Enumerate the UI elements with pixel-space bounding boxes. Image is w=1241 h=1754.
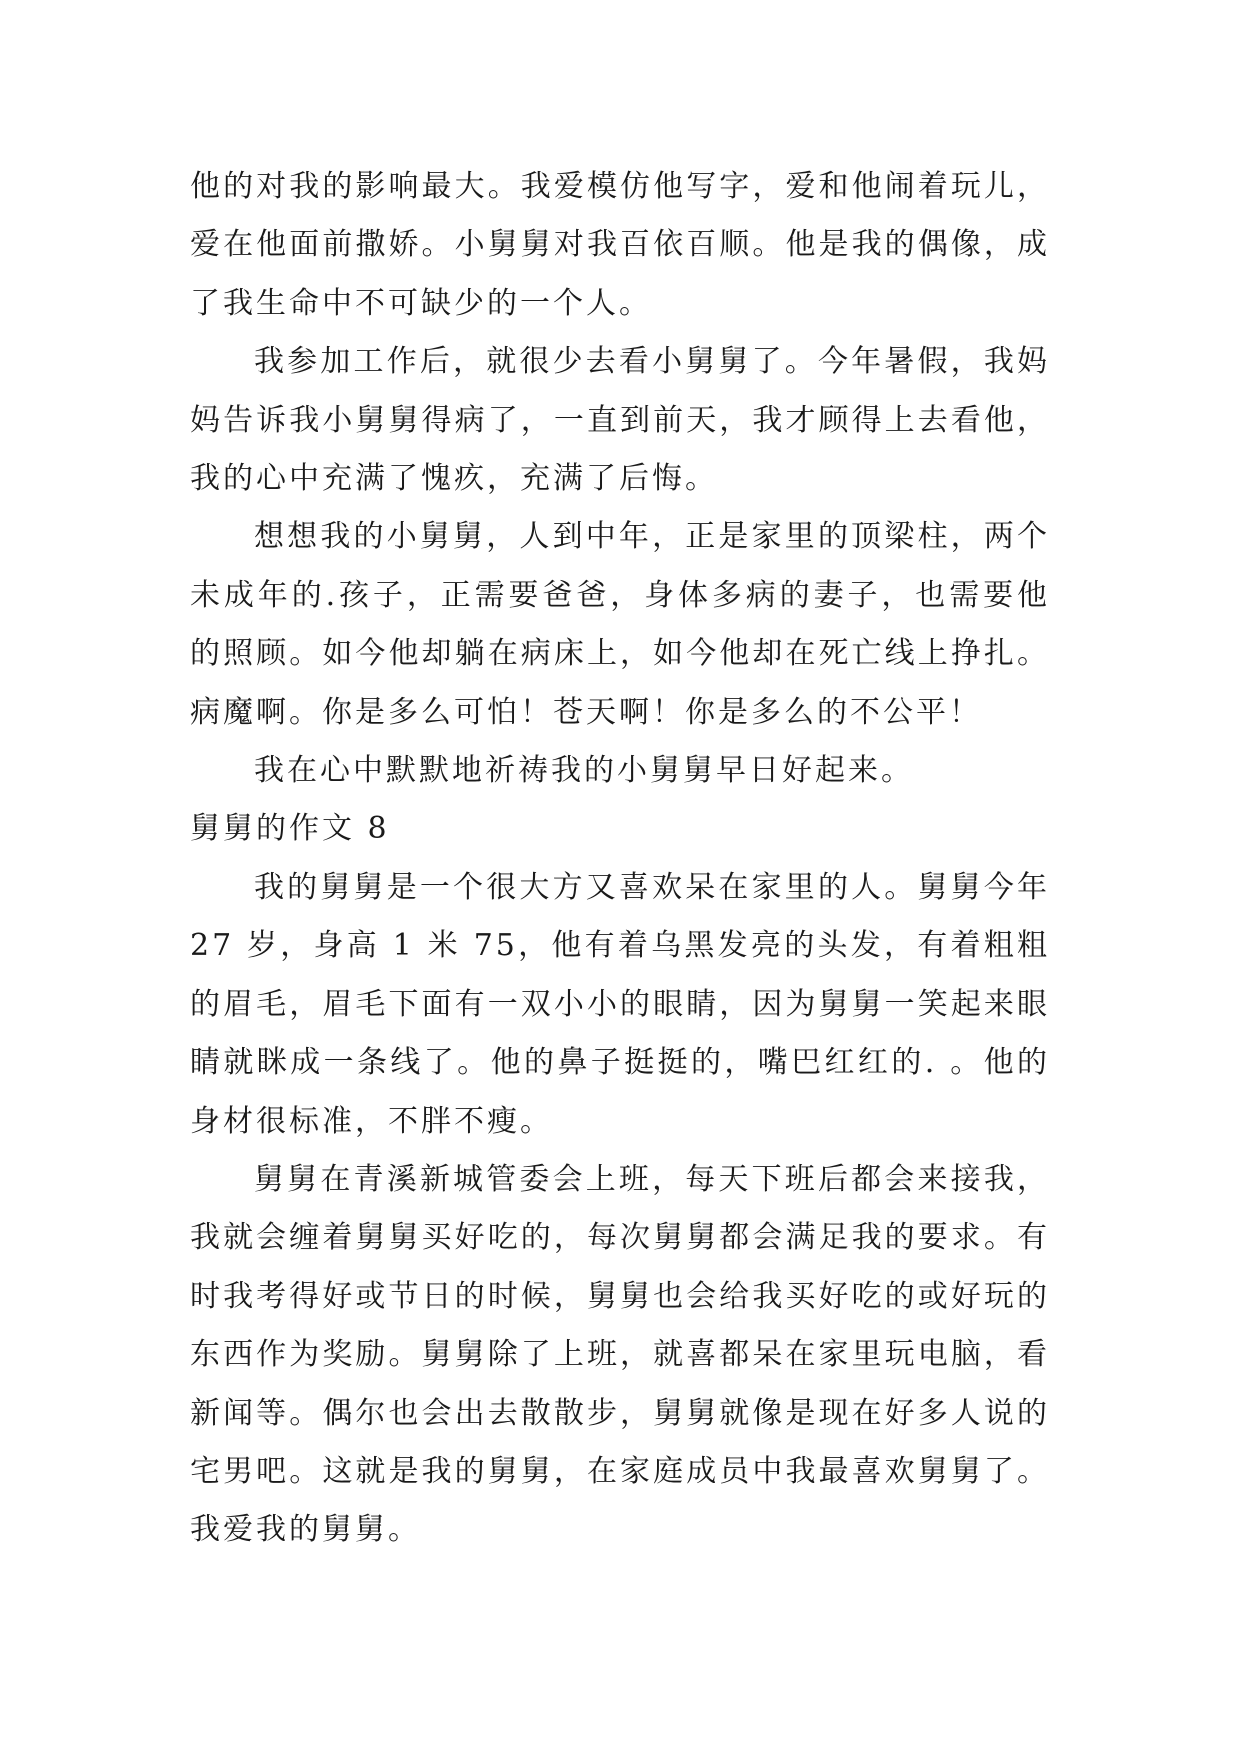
section-heading: 舅舅的作文 8 [190, 811, 390, 847]
paragraph-2: 我参加工作后，就很少去看小舅舅了。今年暑假，我妈妈告诉我小舅舅得病了，一直到前天，我才顾得上去看他，我的心中充满了愧疚，充满了后悔。 [190, 344, 1050, 497]
document-body [190, 158, 1050, 1560]
paragraph-1: 他的对我的影响最大。我爱模仿他写字，爱和他闹着玩儿，爱在他面前撒娇。小舅舅对我百依百顺。他是我的偶像，成了我生命中不可缺少的一个人。 [190, 169, 1050, 321]
paragraph-6: 舅舅在青溪新城管委会上班，每天下班后都会来接我，我就会缠着舅舅买好吃的，每次舅舅都会满足我的要求。有时我考得好或节日的时候，舅舅也会给我买好吃的或好玩的东西作为奖励。舅舅除了上班，就喜都呆在家里玩电脑，看新闻等。偶尔也会出去散散步，舅舅就像是现在好多人说的宅男吧。这就是我的舅舅，在家庭成员中我最喜欢舅舅了。我爱我的舅舅。 [190, 1161, 1050, 1548]
paragraph-3: 想想我的小舅舅，人到中年，正是家里的顶梁柱，两个未成年的.孩子，正需要爸爸，身体多病的妻子，也需要他的照顾。如今他却躺在病床上，如今他却在死亡线上挣扎。病魔啊。你是多么可怕！苍天啊！你是多么的不公平！ [190, 519, 1050, 730]
paragraph-5: 我的舅舅是一个很大方又喜欢呆在家里的人。舅舅今年 27 岁，身高 1 米 75，他有着乌黑发亮的头发，有着粗粗的眉毛，眉毛下面有一双小小的眼睛，因为舅舅一笑起来眼睛就眯成一条线了。他的鼻子挺挺的，嘴巴红红的. 。他的身材很标准，不胖不瘦。 [190, 869, 1050, 1139]
paragraph-4: 我在心中默默地祈祷我的小舅舅早日好起来。 [254, 753, 914, 789]
